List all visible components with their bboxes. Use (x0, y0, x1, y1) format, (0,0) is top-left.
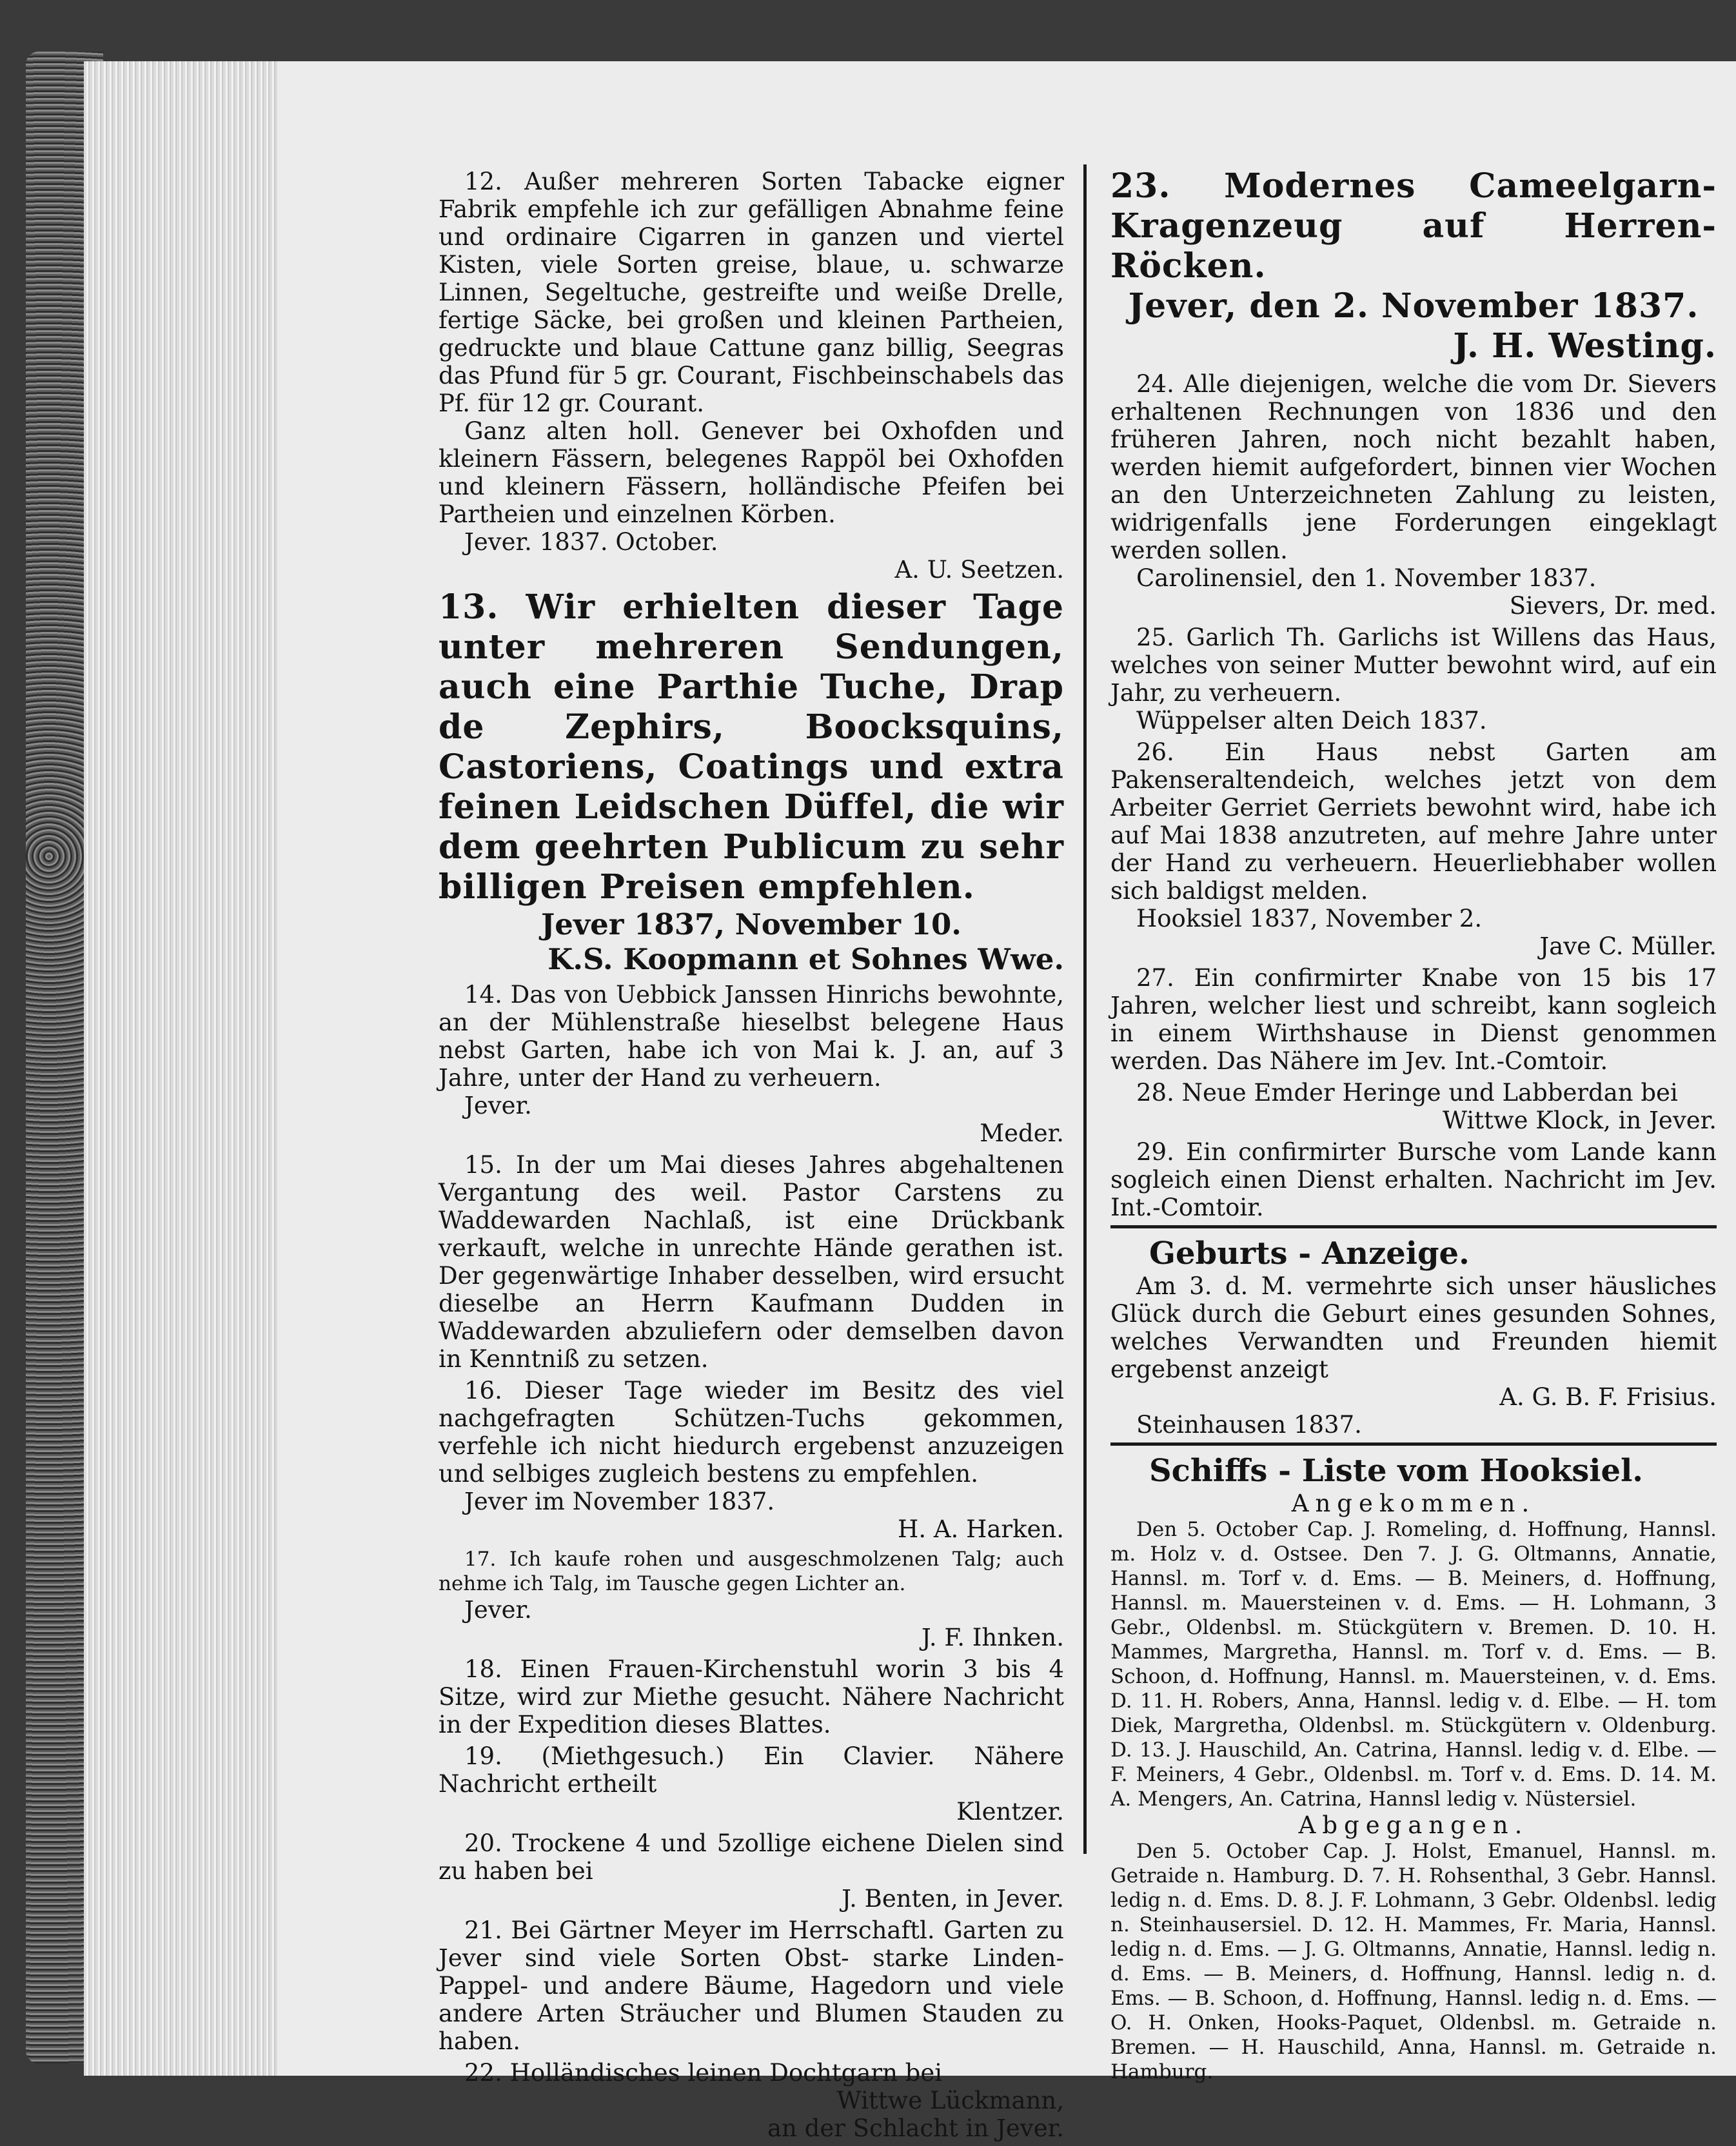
ad-signature: Jave C. Müller. (1539, 932, 1717, 960)
ad-signature: Klentzer. (956, 1798, 1064, 1826)
ad-text: 12. Außer mehreren Sorten Tabacke eigner Fabrik empfehle ich zur gefälligen Abnahme feine und ordinaire Cigarren in ganzen und viertel Kisten, viele Sorten greise, blaue, u. schwarze Linnen, Segeltuche, gestreifte und weiße Drelle, fertige Säcke, bei großen und kleinen Partheien, gedruckte und blaue Cattune ganz billig, Seegras das Pfund für 5 gr. Courant, Fischbeinschabels das Pf. für 12 gr. Courant. (439, 168, 1064, 417)
ad-text: 27. Ein confirmirter Knabe von 15 bis 17 Jahren, welcher liest und schreibt, kann sogleich in einem Wirthshause in Dienst genommen werden. Das Nähere im Jev. Int.-Comtoir. (1110, 964, 1717, 1075)
ad-text: 29. Ein confirmirter Bursche vom Lande kann sogleich einen Dienst erhalten. Nachricht im Jev. Int.-Comtoir. (1110, 1138, 1717, 1221)
ad-21 (439, 1916, 1064, 2055)
ad-signature: A. U. Seetzen. (894, 556, 1064, 584)
ad-signature: Wittwe Klock, in Jever. (1442, 1107, 1717, 1134)
ad-signature: Sievers, Dr. med. (1509, 592, 1717, 620)
ad-text: 23. Modernes Cameelgarn-Kragenzeug auf Herren-Röcken. (1110, 166, 1717, 286)
ad-text: 21. Bei Gärtner Meyer im Herrschaftl. Garten zu Jever sind viele Sorten Obst- starke Linden- Pappel- und andere Bäume, Hagedorn und viele andere Arten Sträucher und Blumen Stauden zu haben. (439, 1916, 1064, 2055)
ad-27 (1110, 964, 1717, 1075)
section-divider (1110, 1225, 1717, 1228)
ad-signature: Meder. (980, 1119, 1064, 1147)
ad-text: 28. Neue Emder Heringe und Labberdan bei (1136, 1079, 1678, 1107)
ad-29 (1110, 1138, 1717, 1221)
ad-place: Jever. 1837. October. (464, 528, 718, 556)
ad-text: 14. Das von Uebbick Janssen Hinrichs bewohnte, an der Mühlenstraße hieselbst belegene Haus nebst Garten, habe ich von Mai k. J. an, auf 3 Jahre, unter der Hand zu verheuern. (439, 981, 1064, 1092)
ad-14 (439, 981, 1064, 1147)
ad-text: 16. Dieser Tage wieder im Besitz des viel nachgefragten Schützen-Tuchs gekommen, verfehle ich nicht hiedurch ergebenst anzuzeigen und selbiges zugleich bestens zu empfehlen. (439, 1377, 1064, 1488)
ad-place: Jever. (464, 1092, 532, 1119)
page-stack-edge (84, 61, 277, 2076)
ad-place: Jever. (464, 1596, 532, 1624)
ad-17 (439, 1547, 1064, 1651)
ad-text: 20. Trockene 4 und 5zollige eichene Dielen sind zu haben bei (439, 1829, 1064, 1885)
ad-text: 24. Alle diejenigen, welche die vom Dr. Sievers erhaltenen Rechnungen von 1836 und den früheren Jahren, noch nicht bezahlt haben, werden hiemit aufgefordert, binnen vier Wochen an den Unterzeichneten Zahlung zu leisten, widrigenfalls jene Forderungen eingeklagt werden sollen. (1110, 370, 1717, 564)
ad-19 (439, 1742, 1064, 1826)
announcement-text: Am 3. d. M. vermehrte sich unser häusliches Glück durch die Geburt eines gesunden Sohnes, welches Verwandten und Freunden hiemit ergebenst anzeigt (1110, 1272, 1717, 1383)
section-heading: Geburts - Anzeige. (1149, 1235, 1470, 1272)
ad-signature: K.S. Koopmann et Sohnes Wwe. (547, 942, 1064, 976)
section-heading: Schiffs - Liste vom Hooksiel. (1149, 1453, 1644, 1489)
ad-text: 17. Ich kaufe rohen und ausgeschmolzenen Talg; auch nehme ich Talg, im Tausche gegen Lichter an. (439, 1548, 1064, 1595)
ad-text: 13. Wir erhielten dieser Tage unter mehreren Sendungen, auch eine Parthie Tuche, Drap de Zephirs, Boocksquins, Castoriens, Coatings und extra feinen Leidschen Düffel, die wir dem geehrten Publicum zu sehr billigen Preisen empfehlen. (439, 587, 1064, 907)
ad-text: 15. In der um Mai dieses Jahres abgehaltenen Vergantung des weil. Pastor Carstens zu Waddewarden Nachlaß, ist eine Drückbank verkauft, welche in unrechte Hände gerathen ist. Der gegenwärtige Inhaber desselben, wird ersucht dieselbe an Herrn Kaufmann Dudden in Waddewarden abzuliefern oder demselben davon in Kenntniß zu setzen. (439, 1151, 1064, 1373)
ad-text: 19. (Miethgesuch.) Ein Clavier. Nähere Nachricht ertheilt (439, 1742, 1064, 1798)
ad-signature: Wittwe Lückmann, (836, 2087, 1064, 2114)
ad-signature: J. F. Ihnken. (921, 1624, 1064, 1651)
ad-place: Carolinensiel, den 1. November 1837. (1136, 564, 1597, 592)
ad-signature: H. A. Harken. (898, 1515, 1064, 1543)
birth-announcement (1110, 1232, 1717, 1439)
ad-text: 26. Ein Haus nebst Garten am Pakenseraltendeich, welches jetzt von dem Arbeiter Gerriet Gerriets bewohnt wird, habe ich auf Mai 1838 anzutreten, auf mehre Jahre unter der Hand zu verheuern. Heuerliebhaber wollen sich baldigst melden. (1110, 738, 1717, 905)
ad-18 (439, 1655, 1064, 1738)
ad-16 (439, 1377, 1064, 1543)
column-divider (1083, 164, 1087, 1854)
ship-list (1110, 1450, 1717, 2084)
arrived-list: Den 5. October Cap. J. Romeling, d. Hoffnung, Hannsl. m. Holz v. d. Ostsee. Den 7. J. G. Oltmanns, Annatie, Hannsl. m. Torf v. d. Ems. — B. Meiners, d. Hoffnung, Hannsl. m. Mauersteinen v. d. Ems. — H. Lohmann, 3 Gebr., Oldenbsl. m. Stückgütern v. Bremen. D. 10. H. Mammes, Margretha, Hannsl. m. Torf v. d. Ems. — B. Schoon, d. Hoffnung, Hannsl. m. Mauersteinen, v. d. Ems. D. 11. H. Robers, Anna, Hannsl. ledig v. d. Elbe. — H. tom Diek, Margretha, Oldenbsl. m. Stückgütern v. Oldenburg. D. 13. J. Hauschild, An. Catrina, Hannsl. ledig v. d. Elbe. — F. Meiners, 4 Gebr., Oldenbsl. m. Torf v. d. Ems. D. 14. M. A. Mengers, An. Catrina, Hannsl ledig v. Nüstersiel. (1110, 1518, 1717, 1811)
ad-28 (1110, 1079, 1717, 1134)
ad-text: Ganz alten holl. Genever bei Oxhofden und kleinern Fässern, belegenes Rappöl bei Oxhofden und kleinern Fässern, holländische Pfeifen bei Partheien und einzelnen Körben. (439, 417, 1064, 528)
departed-list: Den 5. October Cap. J. Holst, Emanuel, Hannsl. m. Getraide n. Hamburg. D. 7. H. Rohsenthal, 3 Gebr. Hannsl. ledig n. d. Ems. D. 8. J. F. Lohmann, 3 Gebr. Oldenbsl. ledig n. Steinhausersiel. D. 12. H. Mammes, Fr. Maria, Hannsl. ledig n. d. Ems. — J. G. Oltmanns, Annatie, Hannsl. ledig n. d. Ems. — B. Meiners, d. Hoffnung, Hannsl. ledig n. d. Ems. — B. Schoon, d. Hoffnung, Hannsl. ledig n. d. Ems. — O. H. Onken, Hooks-Paquet, Oldenbsl. m. Getraide n. Bremen. — H. Hauschild, Anna, Hannsl. m. Getraide n. Hamburg. (1110, 1840, 1717, 2083)
ad-26 (1110, 738, 1717, 960)
ad-12 (439, 168, 1064, 584)
ad-place: Wüppelser alten Deich 1837. (1136, 707, 1487, 734)
departed-title: Abgegangen. (1298, 1811, 1529, 1839)
ad-place: Jever im November 1837. (464, 1488, 775, 1515)
ad-signature: an der Schlacht in Jever. (767, 2114, 1064, 2142)
left-column (439, 168, 1064, 2146)
announcement-place: Steinhausen 1837. (1136, 1411, 1362, 1439)
ad-text: 25. Garlich Th. Garlichs ist Willens das Haus, welches von seiner Mutter bewohnt wird, auf ein Jahr, zu verheuern. (1110, 624, 1717, 707)
ad-signature: J. H. Westing. (1453, 326, 1717, 366)
ad-20 (439, 1829, 1064, 1913)
ad-place: Jever 1837, November 10. (541, 907, 962, 941)
ad-13 (439, 587, 1064, 977)
ad-place: Hooksiel 1837, November 2. (1136, 905, 1483, 932)
ad-25 (1110, 624, 1717, 734)
ad-15 (439, 1151, 1064, 1373)
ad-place: Jever, den 2. November 1837. (1128, 286, 1699, 326)
section-divider (1110, 1442, 1717, 1446)
ad-text: 18. Einen Frauen-Kirchenstuhl worin 3 bis 4 Sitze, wird zur Miethe gesucht. Nähere Nachricht in der Expedition dieses Blattes. (439, 1655, 1064, 1738)
right-column (1110, 166, 1717, 2088)
ad-signature: J. Benten, in Jever. (842, 1885, 1064, 1913)
ad-23 (1110, 166, 1717, 366)
announcement-signature: A. G. B. F. Frisius. (1499, 1383, 1717, 1411)
ad-22 (439, 2059, 1064, 2142)
arrived-title: Angekommen. (1291, 1490, 1536, 1517)
ad-text: 22. Holländisches leinen Dochtgarn bei (464, 2059, 943, 2087)
ad-24 (1110, 370, 1717, 620)
